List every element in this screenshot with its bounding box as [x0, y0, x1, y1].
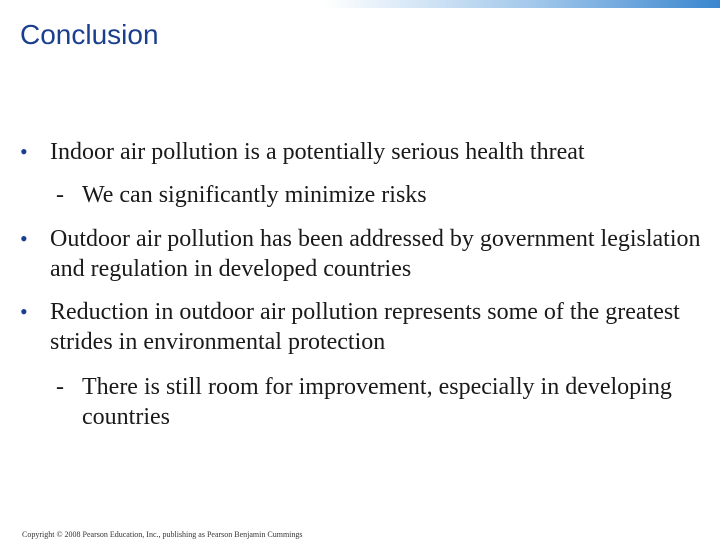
bullet-text: Indoor air pollution is a potentially serious health threat — [50, 139, 585, 165]
sub-bullet-item — [56, 372, 696, 432]
sub-bullet-marker: - — [56, 182, 64, 208]
bullet-item — [20, 137, 700, 167]
bullet-marker: • — [20, 139, 28, 164]
sub-bullet-text: We can significantly minimize risks — [82, 182, 427, 208]
sub-bullet-item — [56, 180, 696, 210]
slide-title: Conclusion — [20, 19, 159, 50]
bullet-text: Outdoor air pollution has been addressed by government legislation and regulation in developed countries — [50, 226, 701, 282]
bullet-marker: • — [20, 299, 28, 324]
sub-bullet-marker: - — [56, 374, 64, 400]
bullet-marker: • — [20, 226, 28, 251]
sub-bullet-text: There is still room for improvement, especially in developing countries — [82, 374, 672, 430]
copyright-footer: Copyright © 2008 Pearson Education, Inc., publishing as Pearson Benjamin Cummings — [22, 530, 303, 539]
bullet-item — [20, 224, 710, 284]
bullet-text: Reduction in outdoor air pollution represents some of the greatest strides in environmental protection — [50, 299, 680, 355]
bullet-item — [20, 297, 710, 357]
